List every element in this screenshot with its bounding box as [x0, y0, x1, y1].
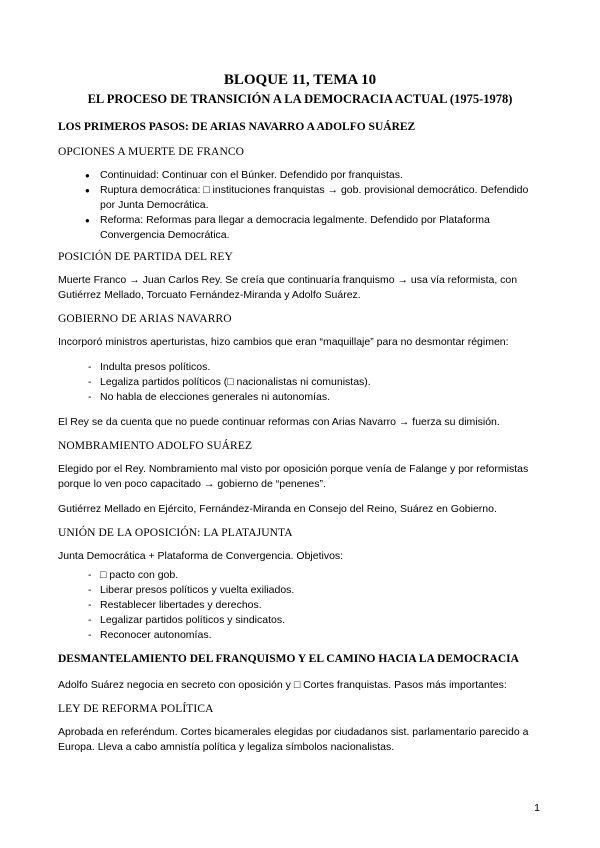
subheading-nombramiento-suarez: NOMBRAMIENTO ADOLFO SUÁREZ [58, 440, 253, 452]
list-item: - No habla de elecciones generales ni autonomías. [58, 390, 542, 405]
platajunta-list [58, 568, 542, 643]
list-item: - Restablecer libertades y derechos. [58, 598, 542, 613]
paragraph-platajunta-intro: Junta Democrática + Plataforma de Convergencia. Objetivos: [58, 550, 344, 562]
paragraph-nombramiento-1: Elegido por el Rey. Nombramiento mal visto por oposición porque venía de Falange y por reformistas porque lo ven poco capacitado → gobierno de “penenes”. [58, 463, 529, 490]
page-number: 1 [534, 802, 540, 814]
list-item: ● Reforma: Reformas para llegar a democracia legalmente. Defendido por Plataforma Convergencia Democrática. [58, 213, 542, 243]
list-item: - Legalizar partidos políticos y sindicatos. [58, 613, 542, 628]
subheading-opciones: OPCIONES A MUERTE DE FRANCO [58, 146, 245, 158]
list-item: - Liberar presos políticos y vuelta exiliados. [58, 583, 542, 598]
document-title: BLOQUE 11, TEMA 10 [223, 72, 377, 88]
list-item: ● Continuidad: Continuar con el Búnker. Defendido por franquistas. [58, 168, 542, 183]
document-page [58, 72, 542, 765]
paragraph-nombramiento-2: Gutiérrez Mellado en Ejército, Fernández-Miranda en Consejo del Reino, Suárez en Gobierno. [58, 503, 497, 515]
opciones-list [58, 168, 542, 243]
list-item: - Reconocer autonomías. [58, 628, 542, 643]
list-item: - Indulta presos políticos. [58, 360, 542, 375]
section-heading-desmantelamiento: DESMANTELAMIENTO DEL FRANQUISMO Y EL CAMINO HACIA LA DEMOCRACIA [58, 653, 519, 665]
subheading-platajunta: UNIÓN DE LA OPOSICIÓN: LA PLATAJUNTA [58, 527, 293, 539]
list-item: ● Ruptura democrática: □ instituciones franquistas → gob. provisional democrático. Defendido por Junta Democrática. [58, 183, 542, 213]
subheading-arias-navarro: GOBIERNO DE ARIAS NAVARRO [58, 313, 232, 325]
paragraph-arias-intro: Incorporó ministros aperturistas, hizo cambios que eran “maquillaje” para no desmontar régimen: [58, 336, 509, 348]
paragraph-arias-after: El Rey se da cuenta que no puede continuar reformas con Arias Navarro → fuerza su dimisión. [58, 416, 500, 428]
paragraph-ley-reforma: Aprobada en referéndum. Cortes bicamerales elegidas por ciudadanos sist. parlamentario parecido a Europa. Lleva a cabo amnistía política y legaliza símbolos nacionalistas. [58, 726, 529, 753]
document-subtitle: EL PROCESO DE TRANSICIÓN A LA DEMOCRACIA ACTUAL (1975-1978) [87, 92, 513, 106]
list-item: - Legaliza partidos políticos (□ nacionalistas ni comunistas). [58, 375, 542, 390]
paragraph-desmantelamiento-intro: Adolfo Suárez negocia en secreto con oposición y □ Cortes franquistas. Pasos más importantes: [58, 679, 507, 691]
list-item: - □ pacto con gob. [58, 568, 542, 583]
arias-list [58, 360, 542, 405]
section-heading-primeros-pasos: LOS PRIMEROS PASOS: DE ARIAS NAVARRO A ADOLFO SUÁREZ [58, 121, 416, 133]
subheading-posicion-rey: POSICIÓN DE PARTIDA DEL REY [58, 251, 233, 263]
subheading-ley-reforma: LEY DE REFORMA POLÍTICA [58, 703, 214, 715]
paragraph-posicion-rey: Muerte Franco → Juan Carlos Rey. Se creía que continuaría franquismo → usa vía reformista, con Gutiérrez Mellado, Torcuato Fernández-Miranda y Adolfo Suárez. [58, 274, 518, 301]
